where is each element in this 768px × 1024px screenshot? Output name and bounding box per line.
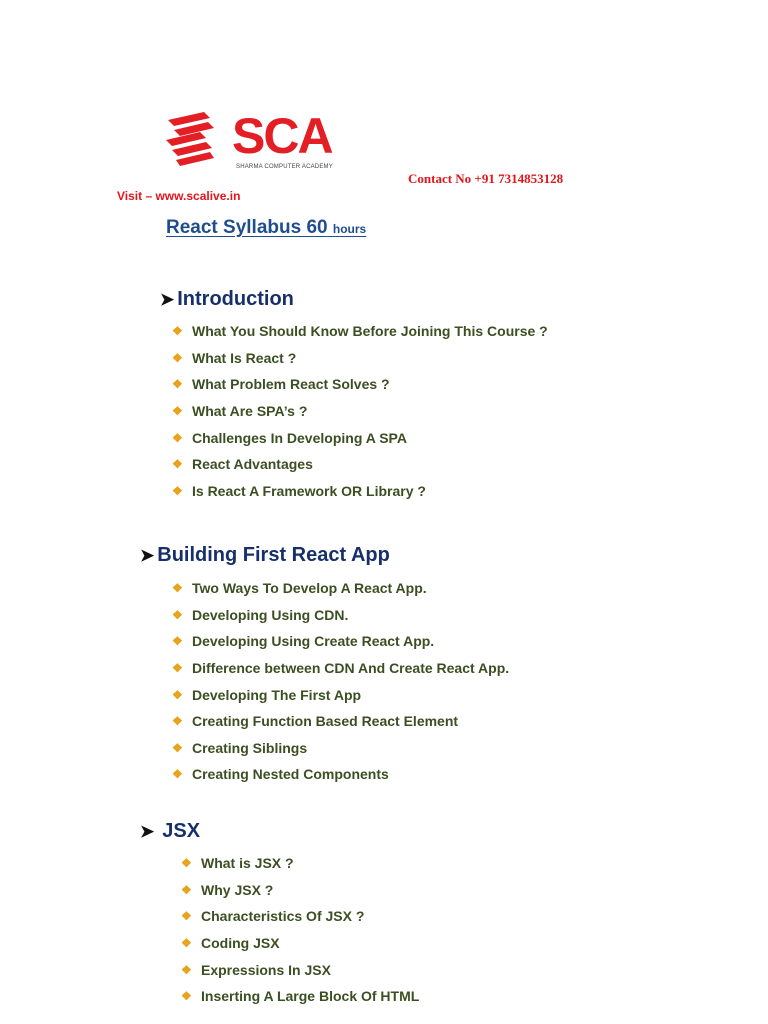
building-first-react-app-list: [172, 575, 509, 788]
diamond-bullet-icon: ❖: [181, 856, 192, 871]
logo-text: SCA: [232, 108, 332, 164]
list-item: ❖ What Are SPA’s ?: [172, 403, 308, 420]
diamond-bullet-icon: ❖: [181, 909, 192, 924]
list-item: ❖ Developing Using CDN.: [172, 606, 349, 623]
arrow-bullet-icon: ➤: [140, 821, 155, 841]
diamond-bullet-icon: ❖: [181, 882, 192, 897]
list-item: ❖ What You Should Know Before Joining This Course ?: [172, 323, 548, 340]
diamond-bullet-icon: ❖: [172, 740, 183, 755]
list-item: ❖ What Is React ?: [172, 349, 297, 366]
page-title: [166, 217, 366, 239]
arrow-bullet-icon: ➤: [140, 545, 155, 565]
diamond-bullet-icon: ❖: [172, 404, 183, 419]
introduction-list: [172, 318, 548, 504]
section-heading-introduction: [160, 288, 294, 311]
diamond-bullet-icon: ❖: [172, 483, 183, 498]
list-item: ❖ Two Ways To Develop A React App.: [172, 580, 427, 597]
list-item: ❖ Expressions In JSX: [181, 961, 331, 978]
logo-subtitle: SHARMA COMPUTER ACADEMY: [236, 164, 333, 170]
diamond-bullet-icon: ❖: [172, 687, 183, 702]
list-item: ❖ Creating Siblings: [172, 739, 308, 756]
contact-number: Contact No +91 7314853128: [408, 171, 564, 186]
section-title: Introduction: [177, 288, 294, 310]
diamond-bullet-icon: ❖: [172, 607, 183, 622]
diamond-bullet-icon: ❖: [172, 767, 183, 782]
section-title: JSX: [162, 820, 201, 842]
list-item: ❖ What is JSX ?: [181, 855, 294, 872]
diamond-bullet-icon: ❖: [172, 350, 183, 365]
list-item: ❖ Difference between CDN And Create React App.: [172, 660, 510, 677]
diamond-bullet-icon: ❖: [181, 989, 192, 1004]
visit-link[interactable]: Visit – www.scalive.in: [117, 189, 241, 203]
diamond-bullet-icon: ❖: [172, 634, 183, 649]
diamond-bullet-icon: ❖: [172, 457, 183, 472]
jsx-list: [181, 850, 419, 1010]
list-item: ❖ Characteristics Of JSX ?: [181, 908, 365, 925]
list-item: ❖ Creating Nested Components: [172, 766, 389, 783]
section-heading-building-first-react-app: [140, 544, 390, 567]
sca-logo: [164, 108, 354, 174]
diamond-bullet-icon: ❖: [172, 377, 183, 392]
diamond-bullet-icon: ❖: [172, 661, 183, 676]
list-item: ❖ Coding JSX: [181, 935, 280, 952]
section-title: Building First React App: [157, 544, 390, 566]
diamond-bullet-icon: ❖: [172, 581, 183, 596]
title-hours: hours: [332, 222, 367, 236]
sca-logo-icon: [164, 112, 224, 172]
list-item: ❖ React Advantages: [172, 456, 313, 473]
section-heading-jsx: [140, 820, 200, 843]
list-item: ❖ Is React A Framework OR Library ?: [172, 482, 426, 499]
list-item: ❖ Developing The First App: [172, 686, 362, 703]
list-item: ❖ Inserting A Large Block Of HTML: [181, 988, 420, 1005]
diamond-bullet-icon: ❖: [181, 962, 192, 977]
arrow-bullet-icon: ➤: [160, 289, 175, 309]
list-item: ❖ What Problem React Solves ?: [172, 376, 390, 393]
list-item: ❖ Why JSX ?: [181, 881, 274, 898]
diamond-bullet-icon: ❖: [172, 324, 183, 339]
diamond-bullet-icon: ❖: [172, 714, 183, 729]
diamond-bullet-icon: ❖: [181, 936, 192, 951]
list-item: ❖ Developing Using Create React App.: [172, 633, 435, 650]
list-item: ❖ Challenges In Developing A SPA: [172, 429, 407, 446]
list-item: ❖ Creating Function Based React Element: [172, 713, 459, 730]
diamond-bullet-icon: ❖: [172, 430, 183, 445]
title-main: React Syllabus 60: [166, 217, 328, 238]
